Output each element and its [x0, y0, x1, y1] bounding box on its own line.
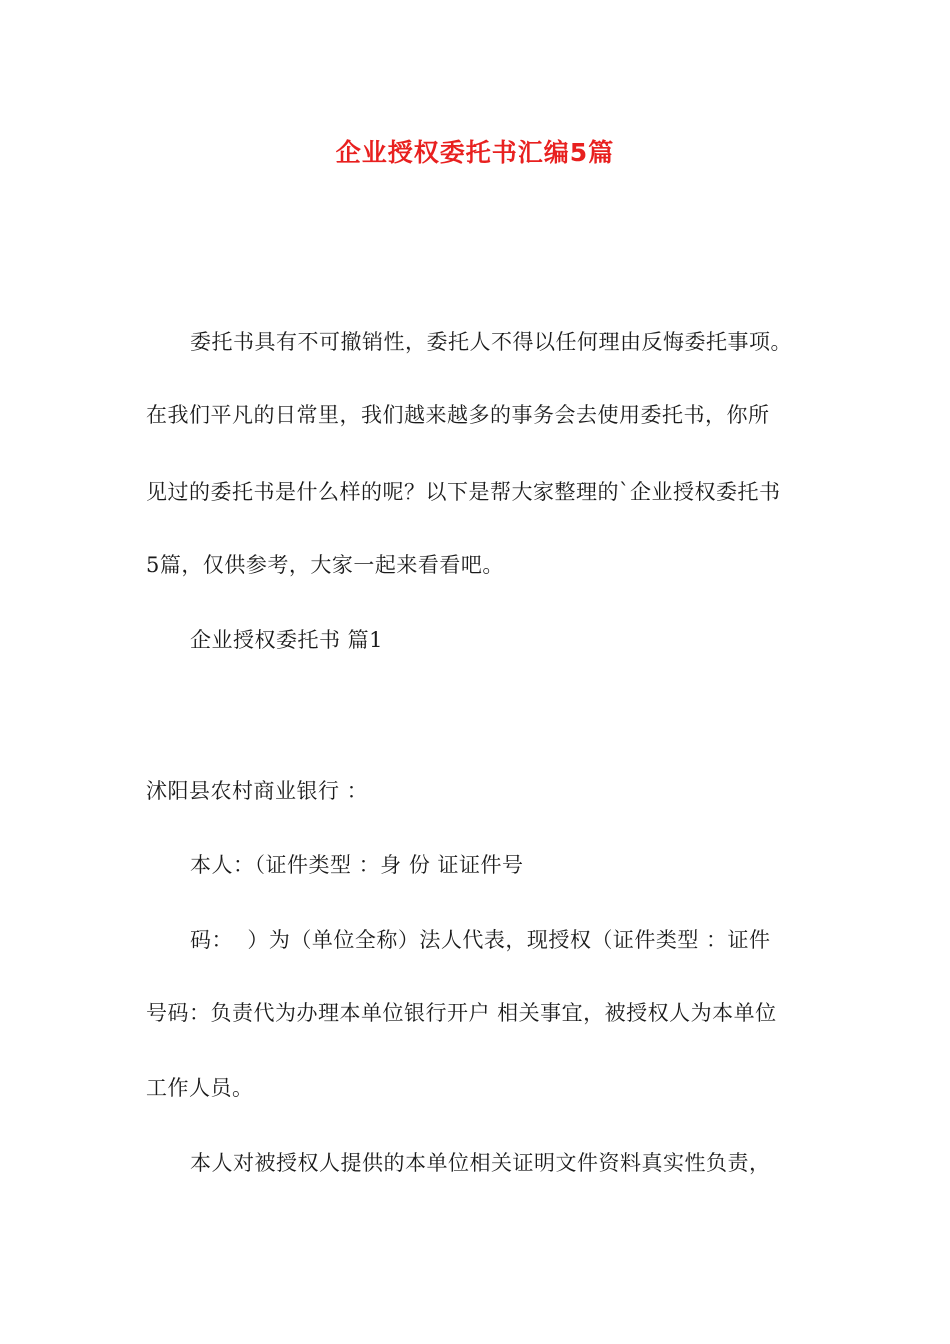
paragraph-line-3: 见过的委托书是什么样的呢？以下是帮大家整理的`企业授权委托书	[146, 480, 781, 504]
section-heading: 企业授权委托书 篇1	[190, 628, 384, 652]
paragraph-line-6: 码： ）为（单位全称）法人代表，现授权（证件类型 ：证件	[190, 928, 771, 952]
document-title: 企业授权委托书汇编5篇	[335, 138, 615, 167]
paragraph-line-9: 本人对被授权人提供的本单位相关证明文件资料真实性负责，	[190, 1151, 771, 1175]
paragraph-line-1: 委托书具有不可撤销性，委托人不得以任何理由反悔委托事项。	[190, 330, 792, 354]
paragraph-line-2: 在我们平凡的日常里，我们越来越多的事务会去使用委托书，你所	[146, 403, 770, 427]
paragraph-line-8: 工作人员。	[146, 1076, 254, 1100]
paragraph-line-7: 号码：负责代为办理本单位银行开户 相关事宜，被授权人为本单位	[146, 1001, 777, 1025]
paragraph-line-4: 5篇，仅供参考，大家一起来看看吧。	[146, 553, 504, 577]
paragraph-line-5: 本人：（证件类型 ：身 份 证证件号	[190, 853, 524, 877]
addressee-line: 沭阳县农村商业银行 ：	[146, 779, 369, 803]
